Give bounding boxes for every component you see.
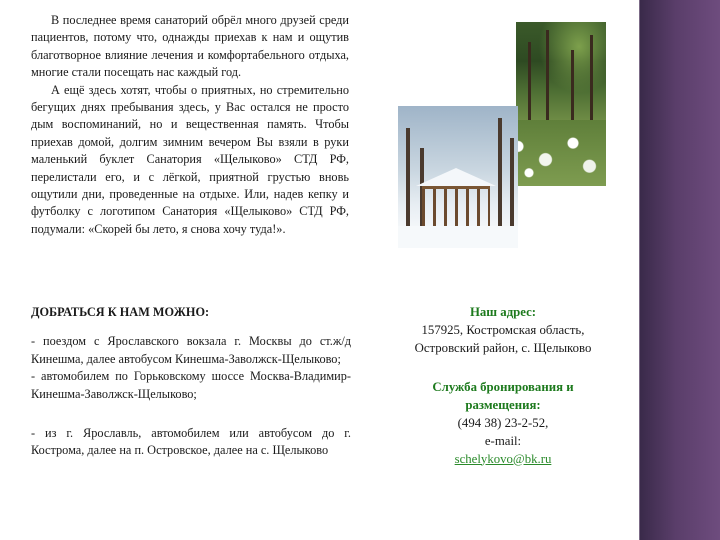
route-train: - поездом с Ярославского вокзала г. Москвы до ст.ж/д Кинешма, далее автобусом Кинешма-Заволжск-Щелыково;	[31, 334, 351, 366]
decorative-sidebar	[640, 0, 720, 540]
directions-section	[31, 304, 351, 460]
email-link[interactable]: schelykovo@bk.ru	[454, 451, 552, 466]
intro-paragraph-1: В последнее время санаторий обрёл много друзей среди пациентов, потому что, однажды приехав к нам и ощутив благотворное влияние лечения и комфортабельного отдыха, многие стали посещать нас каждый год.	[31, 13, 349, 80]
route-yaroslavl: - из г. Ярославль, автомобилем или автобусом до г. Кострома, далее на п. Островское, далее на с. Щелыково	[31, 426, 351, 458]
photo-collage	[398, 22, 606, 248]
address-heading: Наш адрес:	[469, 305, 537, 319]
phone-number: (494 38) 23-2-52,	[457, 415, 549, 430]
intro-paragraph-2: А ещё здесь хотят, чтобы о приятных, но стремительно бегущих днях пребывания здесь, у Вас остался не просто дым воспоминаний, но и вещественная память. Чтобы приехав домой, долгим зимним вечером Вы взяли в руки маленький буклет Санатория «Щелыково» СТД РФ, перелистали его, и с лёгкой, приятной грустью вновь ощутили дни, проведенные на отдыхе. Или, надев кепку и футболку с логотипом Санатория «Щелыково» СТД РФ, подумали: «Скорей бы лето, я снова хочу туда!».	[31, 82, 349, 236]
route-car-moscow: - автомобилем по Горьковскому шоссе Москва-Владимир-Кинешма-Заволжск-Щелыково;	[31, 369, 351, 401]
address-line-2: Островский район, с. Щелыково	[414, 340, 592, 355]
directions-heading: ДОБРАТЬСЯ К НАМ МОЖНО:	[31, 305, 210, 319]
address-line-1: 157925, Костромская область,	[421, 322, 585, 337]
forest-photo	[516, 22, 606, 120]
intro-text	[31, 12, 349, 238]
contact-section	[398, 304, 608, 468]
gazebo-body	[422, 186, 490, 229]
booking-heading: Служба бронирования и размещения:	[432, 380, 574, 413]
winter-gazebo-photo	[398, 106, 518, 248]
email-label: e-mail:	[484, 433, 522, 448]
gazebo-roof	[416, 168, 496, 186]
